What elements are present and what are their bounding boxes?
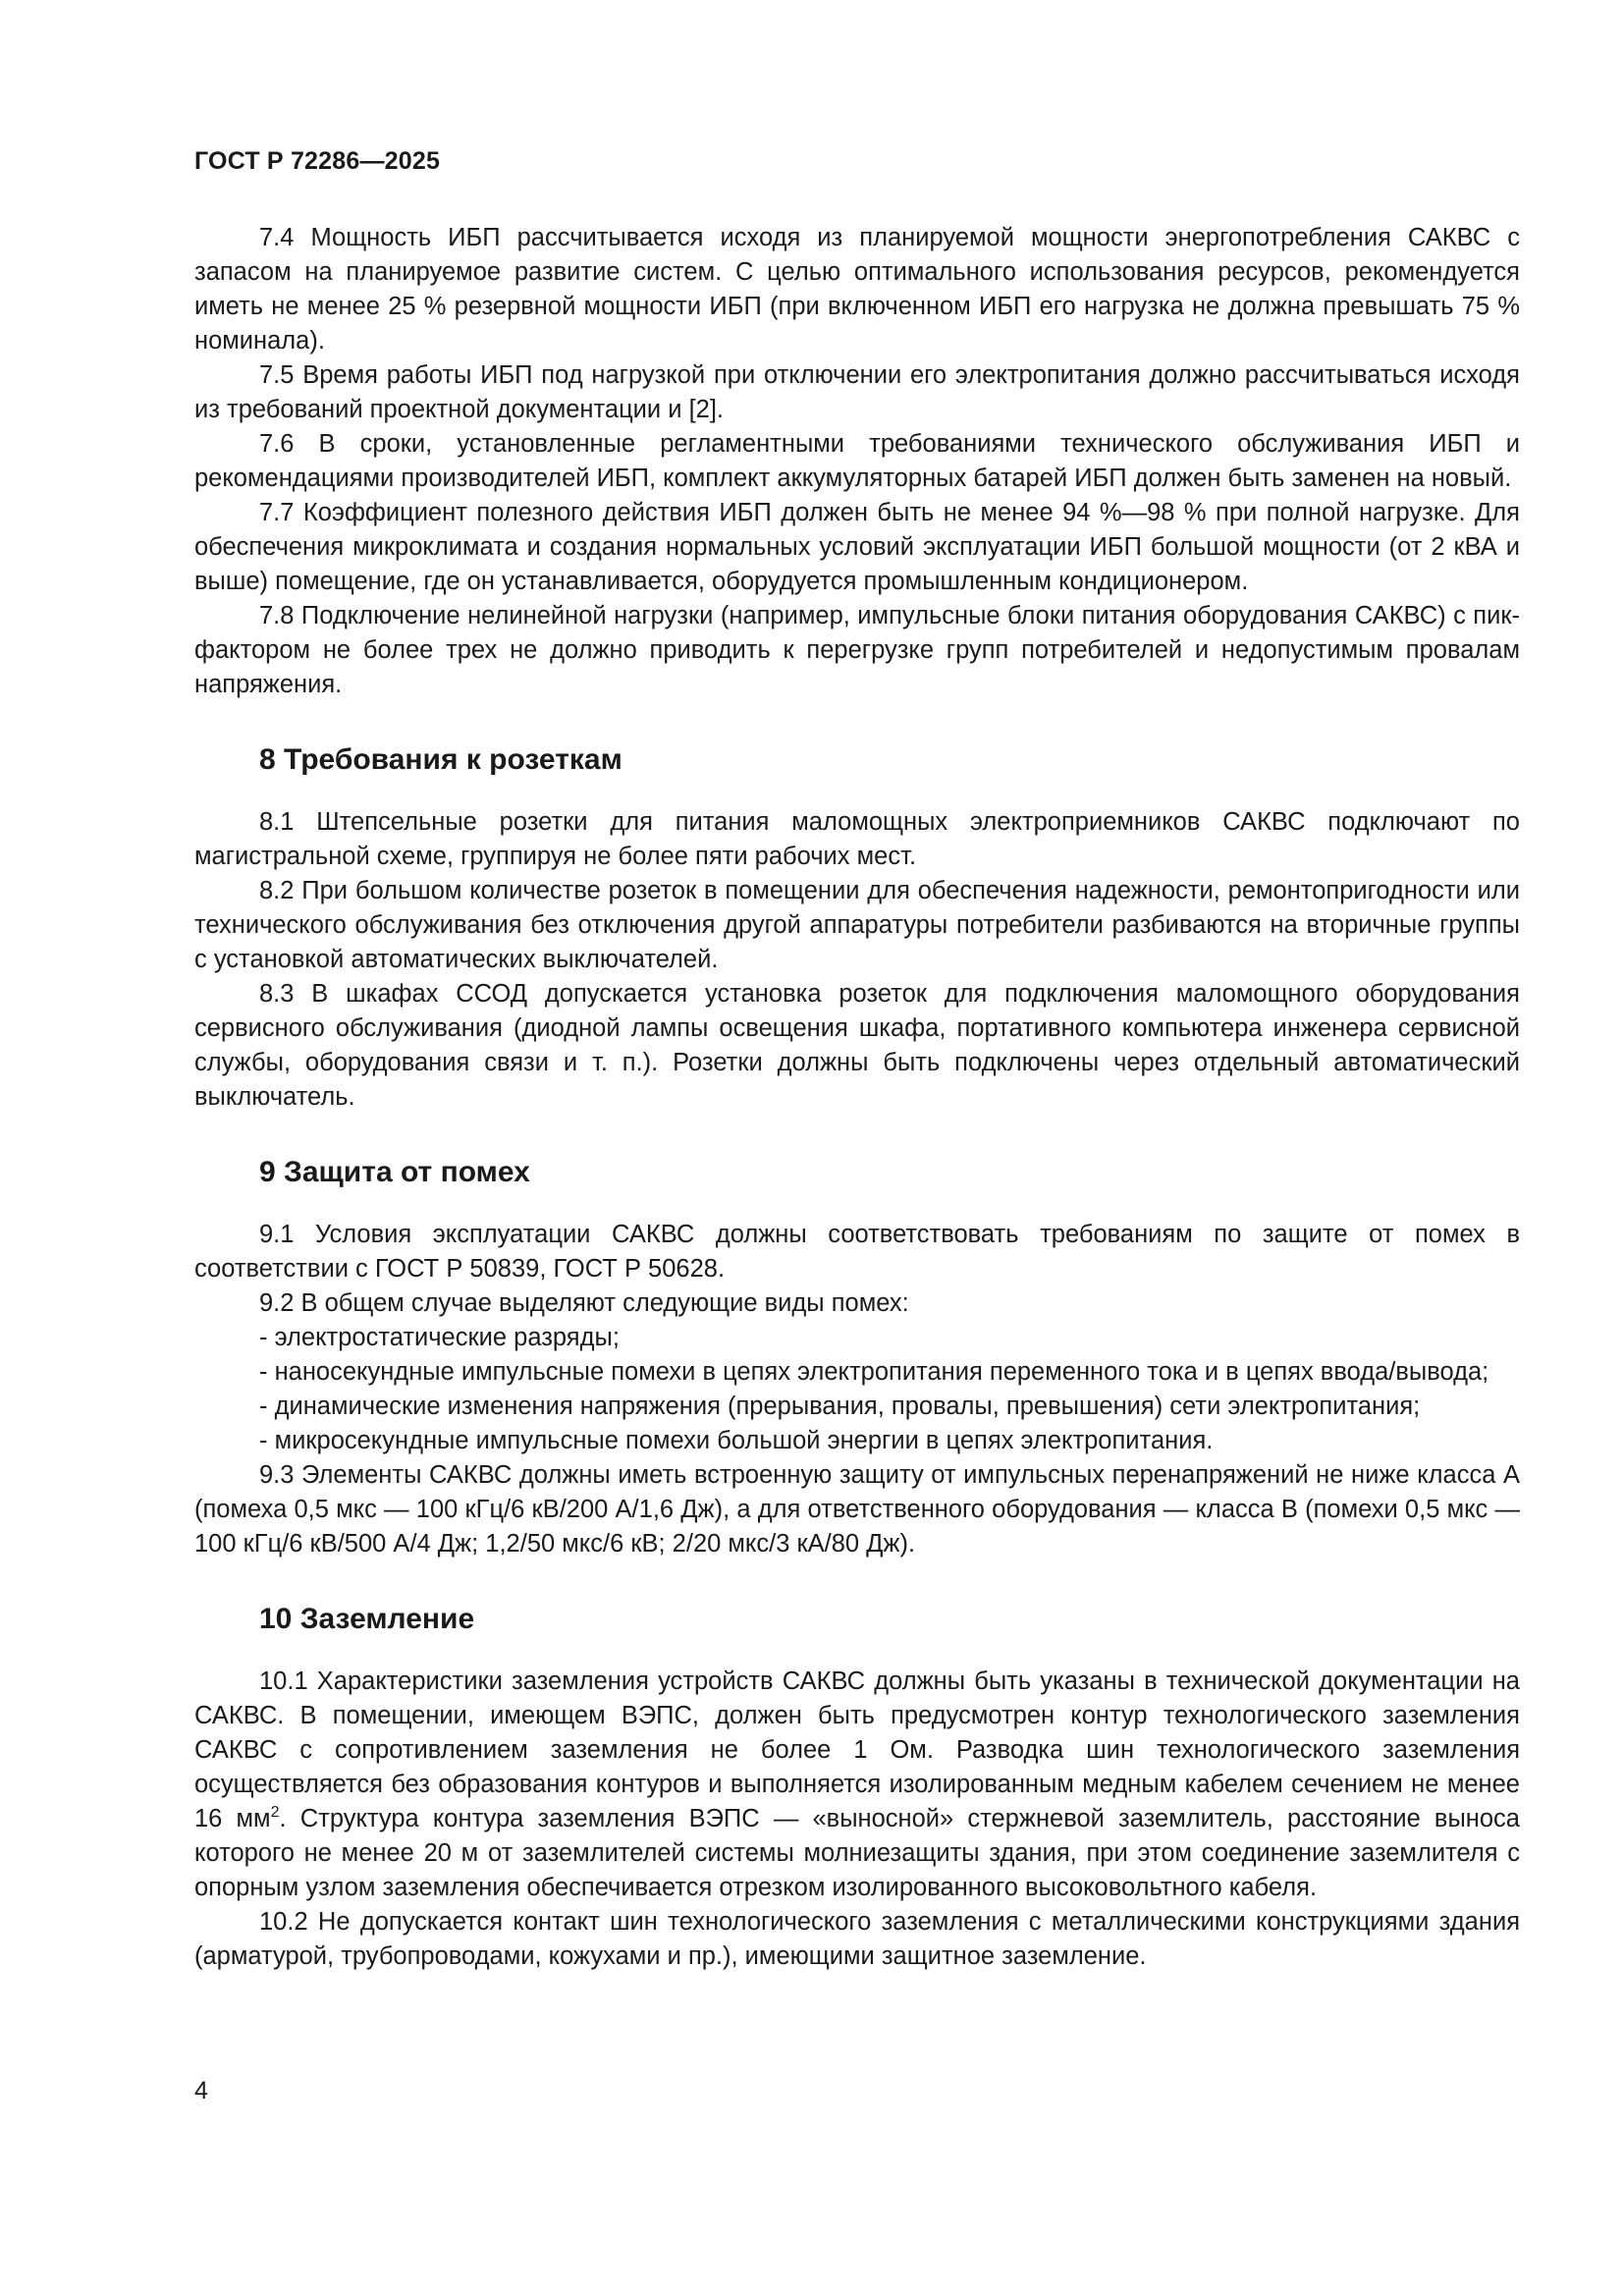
- paragraph-10-1-text-end: . Структура контура заземления ВЭПС — «выносной» стержневой заземлитель, расстояние выноса которого не менее 20 м от заземлителей системы молниезащиты здания, при этом соединение заземлителя с опорным узлом заземления обеспечивается отрезком изолированного высоковольтного кабеля.: [194, 1805, 1520, 1901]
- paragraph-9-3: 9.3 Элементы САКВС должны иметь встроенную защиту от импульсных перенапряжений не ниже класса А (помеха 0,5 мкс — 100 кГц/6 кВ/200 А/1,6 Дж), а для ответственного оборудования — класса В (помехи 0,5 мкс — 100 кГц/6 кВ/500 А/4 Дж; 1,2/50 мкс/6 кВ; 2/20 мкс/3 кА/80 Дж).: [194, 1461, 1520, 1558]
- paragraph-7-8: 7.8 Подключение нелинейной нагрузки (например, импульсные блоки питания оборудования САКВС) с пик-фактором не более трех не должно приводить к перегрузке групп потребителей и недопустимым провалам напряжения.: [194, 602, 1520, 698]
- paragraph-7-5: 7.5 Время работы ИБП под нагрузкой при отключении его электропитания должно рассчитываться исходя из требований проектной документации и [2].: [194, 361, 1520, 423]
- list-item: - наносекундные импульсные помехи в цепях электропитания переменного тока и в цепях ввода/вывода;: [259, 1358, 1489, 1386]
- paragraph-10-1: [194, 1665, 1520, 1905]
- paragraph-7-4: 7.4 Мощность ИБП рассчитывается исходя из планируемой мощности энергопотребления САКВС с запасом на планируемое развитие систем. С целью оптимального использования ресурсов, рекомендуется иметь не менее 25 % резервной мощности ИБП (при включенном ИБП его нагрузка не должна превышать 75 % номинала).: [194, 224, 1520, 355]
- document-header: ГОСТ Р 72286—2025: [194, 147, 441, 175]
- paragraph-9-2: 9.2 В общем случае выделяют следующие виды помех:: [259, 1289, 909, 1317]
- list-item: - электростатические разряды;: [259, 1324, 620, 1351]
- superscript-square: 2: [270, 1804, 280, 1821]
- list-item: - микросекундные импульсные помехи большой энергии в цепях электропитания.: [259, 1427, 1214, 1454]
- paragraph-10-1-text-start: 10.1 Характеристики заземления устройств САКВС должны быть указаны в технической документации на САКВС. В помещении, имеющем ВЭПС, должен быть предусмотрен контур технологического заземления САКВС с сопротивлением заземления не более 1 Ом. Разводка шин технологического заземления осуществляется без образования контуров и выполняется изолированным медным кабелем сечением не менее 16 мм: [194, 1667, 1520, 1832]
- paragraph-8-3: 8.3 В шкафах ССОД допускается установка розеток для подключения маломощного оборудования сервисного обслуживания (диодной лампы освещения шкафа, портативного компьютера инженера сервисной службы, оборудования связи и т. п.). Розетки должны быть подключены через отдельный автоматический выключатель.: [194, 980, 1520, 1111]
- section-heading-10: 10 Заземление: [259, 1603, 475, 1635]
- paragraph-8-2: 8.2 При большом количестве розеток в помещении для обеспечения надежности, ремонтопригодности или технического обслуживания без отключения другой аппаратуры потребители разбиваются на вторичные группы с установкой автоматических выключателей.: [194, 877, 1520, 973]
- section-heading-8: 8 Требования к розеткам: [259, 743, 622, 776]
- paragraph-10-2: 10.2 Не допускается контакт шин технологического заземления с металлическими конструкциями здания (арматурой, трубопроводами, кожухами и пр.), имеющими защитное заземление.: [194, 1908, 1520, 1970]
- list-item: - динамические изменения напряжения (прерывания, провалы, превышения) сети электропитания;: [259, 1393, 1421, 1420]
- paragraph-7-7: 7.7 Коэффициент полезного действия ИБП должен быть не менее 94 %—98 % при полной нагрузке. Для обеспечения микроклимата и создания нормальных условий эксплуатации ИБП большой мощности (от 2 кВА и выше) помещение, где он устанавливается, оборудуется промышленным кондиционером.: [194, 499, 1520, 595]
- paragraph-8-1: 8.1 Штепсельные розетки для питания маломощных электроприемников САКВС подключают по магистральной схеме, группируя не более пяти рабочих мест.: [194, 808, 1520, 870]
- paragraph-7-6: 7.6 В сроки, установленные регламентными требованиями технического обслуживания ИБП и рекомендациями производителей ИБП, комплект аккумуляторных батарей ИБП должен быть заменен на новый.: [194, 430, 1520, 492]
- section-heading-9: 9 Защита от помех: [259, 1156, 530, 1188]
- paragraph-9-1: 9.1 Условия эксплуатации САКВС должны соответствовать требованиям по защите от помех в соответствии с ГОСТ Р 50839, ГОСТ Р 50628.: [194, 1221, 1520, 1283]
- page-number: 4: [194, 2077, 208, 2105]
- page-content: [194, 221, 1520, 1974]
